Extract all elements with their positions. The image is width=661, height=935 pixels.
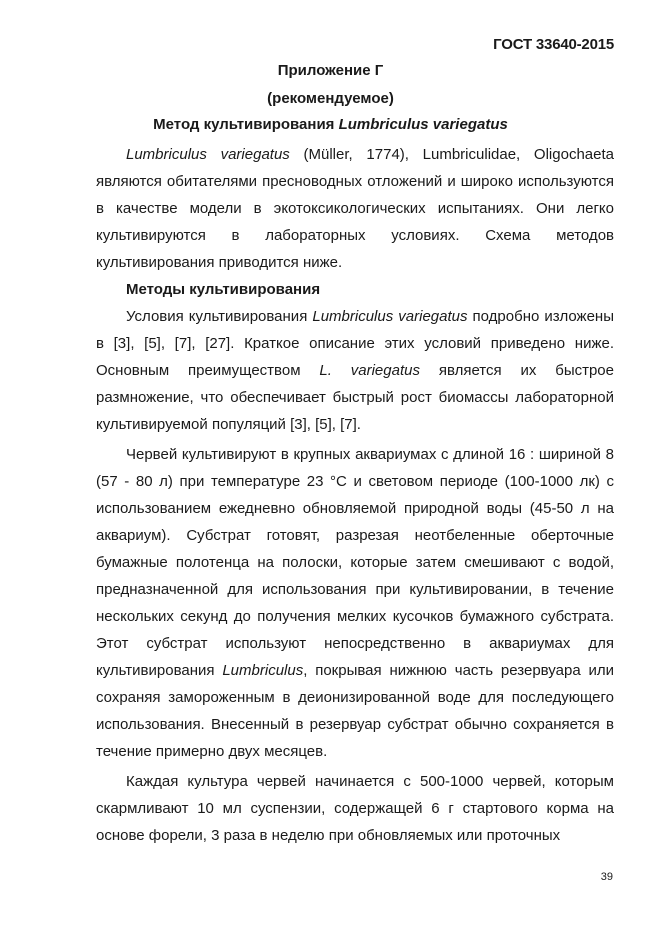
conditions-text-c: является их быстрое размножение, что обеспечивает быстрый рост биомассы лабораторной культивируемой популяций [3], [5], [7]. [96,362,614,433]
aquarium-text-b: , покрывая нижнюю часть резервуара или сохраняя замороженным в деионизированной воде для последующего использования. Внесенный в резервуар субстрат обычно сохраняется в течение примерно двух месяцев. [96,662,614,760]
conditions-text-a: Условия культивирования [126,308,313,325]
section-heading: Методы культивирования [126,281,321,298]
annex-title: Приложение Г [277,62,384,79]
annex-status: (рекомендуемое) [267,90,394,107]
method-title-prefix: Метод культивирования [153,116,339,133]
species-short-name: L. variegatus [319,362,420,379]
intro-text: (Müller, 1774), Lumbriculidae, Oligochaeta являются обитателями пресноводных отложений и широко используются в качестве модели в экотоксикологических испытаниях. Они легко культивируются в лабораторных условиях. Схема методов культивирования приводится ниже. [96,146,614,271]
paragraph-aquarium [96,441,614,765]
paragraph-conditions [96,303,614,438]
annex-method-title [0,116,661,133]
species-name: Lumbriculus variegatus [126,146,290,163]
standard-number: ГОСТ 33640-2015 [493,36,614,53]
species-name: Lumbriculus variegatus [312,308,468,325]
page-number: 39 [600,871,613,883]
aquarium-text-a: Червей культивируют в крупных аквариумах с длиной 16 : шириной 8 (57 - 80 л) при температуре 23 °С и световом периоде (100-1000 лк) с использованием ежедневно обновляемой природной воды (45-50 л на аквариум). Субстрат готовят, разрезая неотбеленные оберточные бумажные полотенца на полоски, которые затем смешивают с водой, предназначенной для использования при культивировании, в течение нескольких секунд до получения мелких кусочков бумажного субстрата. Этот субстрат используют непосредственно в аквариумах для культивирования [96,446,614,679]
document-body [96,141,614,849]
paragraph-intro [96,141,614,276]
paragraph-culture: Каждая культура червей начинается с 500-1000 червей, которым скармливают 10 мл суспензии, содержащей 6 г стартового корма на основе форели, 3 раза в неделю при обновляемых или проточных [96,773,614,844]
genus-name: Lumbriculus [222,662,304,679]
method-title-species: Lumbriculus variegatus [338,116,508,133]
conditions-text-b: подробно изложены в [3], [5], [7], [27]. Краткое описание этих условий приведено ниже. Основным преимуществом [96,308,614,379]
